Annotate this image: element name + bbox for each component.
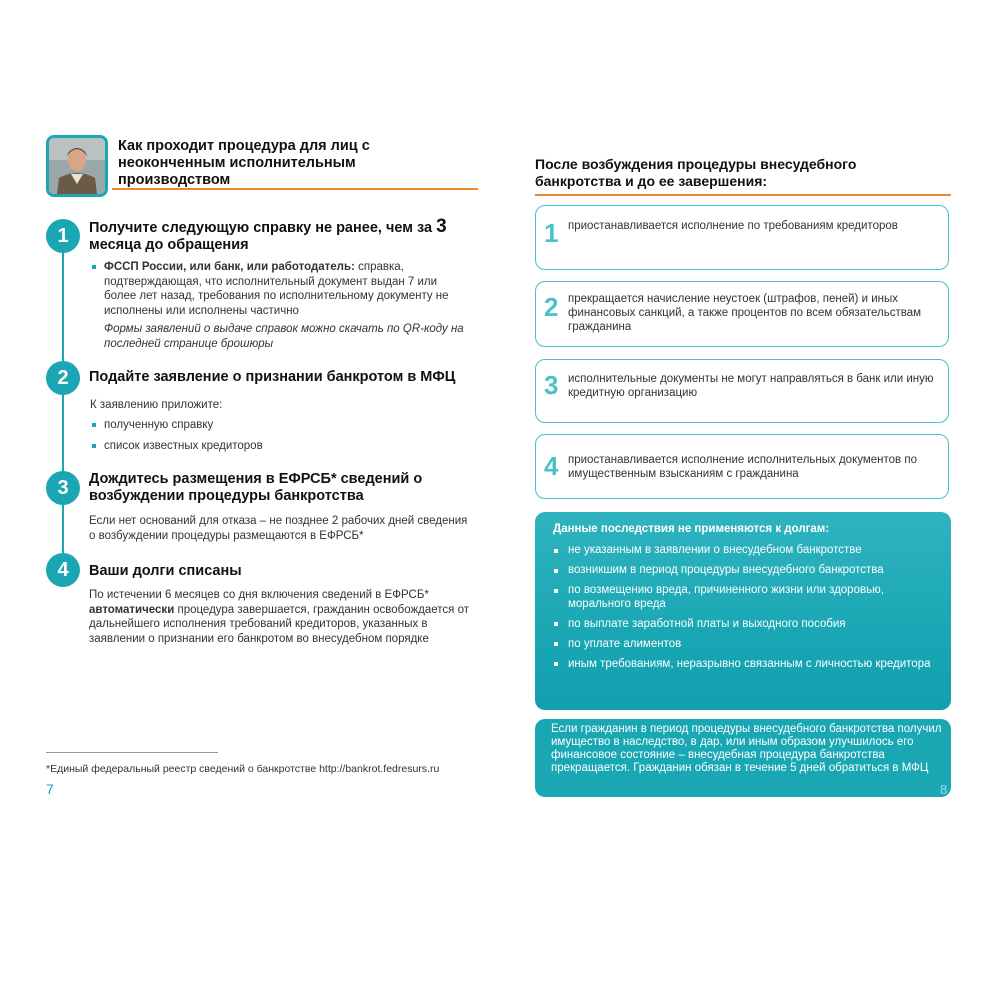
list-item: полученную справку bbox=[90, 418, 470, 433]
list-item: иным требованиям, неразрывно связанным с личностью кредитора bbox=[553, 658, 938, 672]
step-2-bullets bbox=[90, 418, 470, 453]
list-item: возникшим в период процедуры внесудебного банкротства bbox=[553, 564, 938, 578]
list-item: по уплате алиментов bbox=[553, 638, 938, 652]
page-number-right: 8 bbox=[940, 782, 948, 797]
exceptions-box bbox=[535, 512, 951, 710]
list-item: по выплате заработной платы и выходного пособия bbox=[553, 618, 938, 632]
consequence-card-1 bbox=[535, 205, 949, 270]
list-item: не указанным в заявлении о внесудебном банкротстве bbox=[553, 544, 938, 558]
step-2-intro: К заявлению приложите: bbox=[90, 399, 223, 411]
step-1-title: Получите следующую справку не ранее, чем за 3 месяца до обращения bbox=[89, 216, 447, 253]
card-number: 3 bbox=[544, 370, 559, 400]
steps-timeline bbox=[62, 236, 64, 576]
step-4-title: Ваши долги списаны bbox=[89, 563, 242, 579]
card-number: 4 bbox=[544, 451, 559, 481]
step-1-number: 1 bbox=[46, 219, 80, 253]
exceptions-title: Данные последствия не применяются к долгам: bbox=[553, 523, 830, 535]
card-text: приостанавливается исполнение исполнительных документов по имущественным взысканиям с гражданина bbox=[568, 454, 917, 480]
card-number: 1 bbox=[544, 218, 559, 248]
footnote: *Единый федеральный реестр сведений о банкротстве http://bankrot.fedresurs.ru bbox=[46, 763, 440, 775]
list-item: список известных кредиторов bbox=[90, 439, 470, 454]
section-title: Как проходит процедура для лиц с неоконченным исполнительным производством bbox=[118, 138, 370, 188]
step-3-title: Дождитесь размещения в ЕФРСБ* сведений о возбуждении процедуры банкротства bbox=[89, 471, 423, 504]
step-4-number: 4 bbox=[46, 553, 80, 587]
step-3-number: 3 bbox=[46, 471, 80, 505]
footnote-divider bbox=[46, 752, 218, 753]
right-section-title: После возбуждения процедуры внесудебного банкротства и до ее завершения: bbox=[535, 156, 857, 189]
card-text: исполнительные документы не могут направляться в банк или иную кредитную организацию bbox=[568, 373, 934, 399]
step-4-text: По истечении 6 месяцев со дня включения сведений в ЕФРСБ* автоматически процедура завершается, гражданин освобождается от дальнейшего исполнения требований кредиторов, указанных в заявлении о признании его банкротом во внесудебном порядке bbox=[89, 589, 469, 645]
inheritance-note-box bbox=[535, 719, 951, 797]
step-2-number: 2 bbox=[46, 361, 80, 395]
step-1-bullet: ФССП России, или банк, или работодатель: справка, подтверждающая, что исполнительный документ выдан 7 или более лет назад, требования по исполнительному документу не исполнены или исполнены частично bbox=[90, 260, 470, 318]
step-1-note: Формы заявлений о выдаче справок можно скачать по QR-коду на последней странице брошюры bbox=[104, 323, 464, 350]
card-number: 2 bbox=[544, 292, 559, 322]
card-text: прекращается начисление неустоек (штрафов, пеней) и иных финансовых санкций, а также процентов по всем обязательствам гражданина bbox=[568, 293, 922, 333]
consequence-card-3 bbox=[535, 359, 949, 423]
title-divider bbox=[112, 188, 478, 190]
inheritance-note: Если гражданин в период процедуры внесудебного банкротства получил имущество в наследство, в дар, или иным образом улучшилось его финансовое состояние – внесудебная процедура банкротства прекращается. Гражданин обязан в течение 5 дней обратиться в МФЦ bbox=[551, 723, 942, 774]
consequence-card-2 bbox=[535, 281, 949, 347]
exceptions-list bbox=[553, 544, 938, 678]
step-3-text: Если нет оснований для отказа – не позднее 2 рабочих дней сведения о возбуждении процедуры размещаются в ЕФРСБ* bbox=[89, 515, 468, 542]
page-number-left: 7 bbox=[46, 781, 54, 797]
list-item: по возмещению вреда, причиненного жизни или здоровью, морального вреда bbox=[553, 584, 938, 611]
card-text: приостанавливается исполнение по требованиям кредиторов bbox=[568, 220, 898, 232]
consequence-card-4 bbox=[535, 434, 949, 499]
right-title-divider bbox=[535, 194, 951, 196]
person-photo bbox=[46, 135, 108, 197]
step-2-title: Подайте заявление о признании банкротом в МФЦ bbox=[89, 369, 456, 385]
